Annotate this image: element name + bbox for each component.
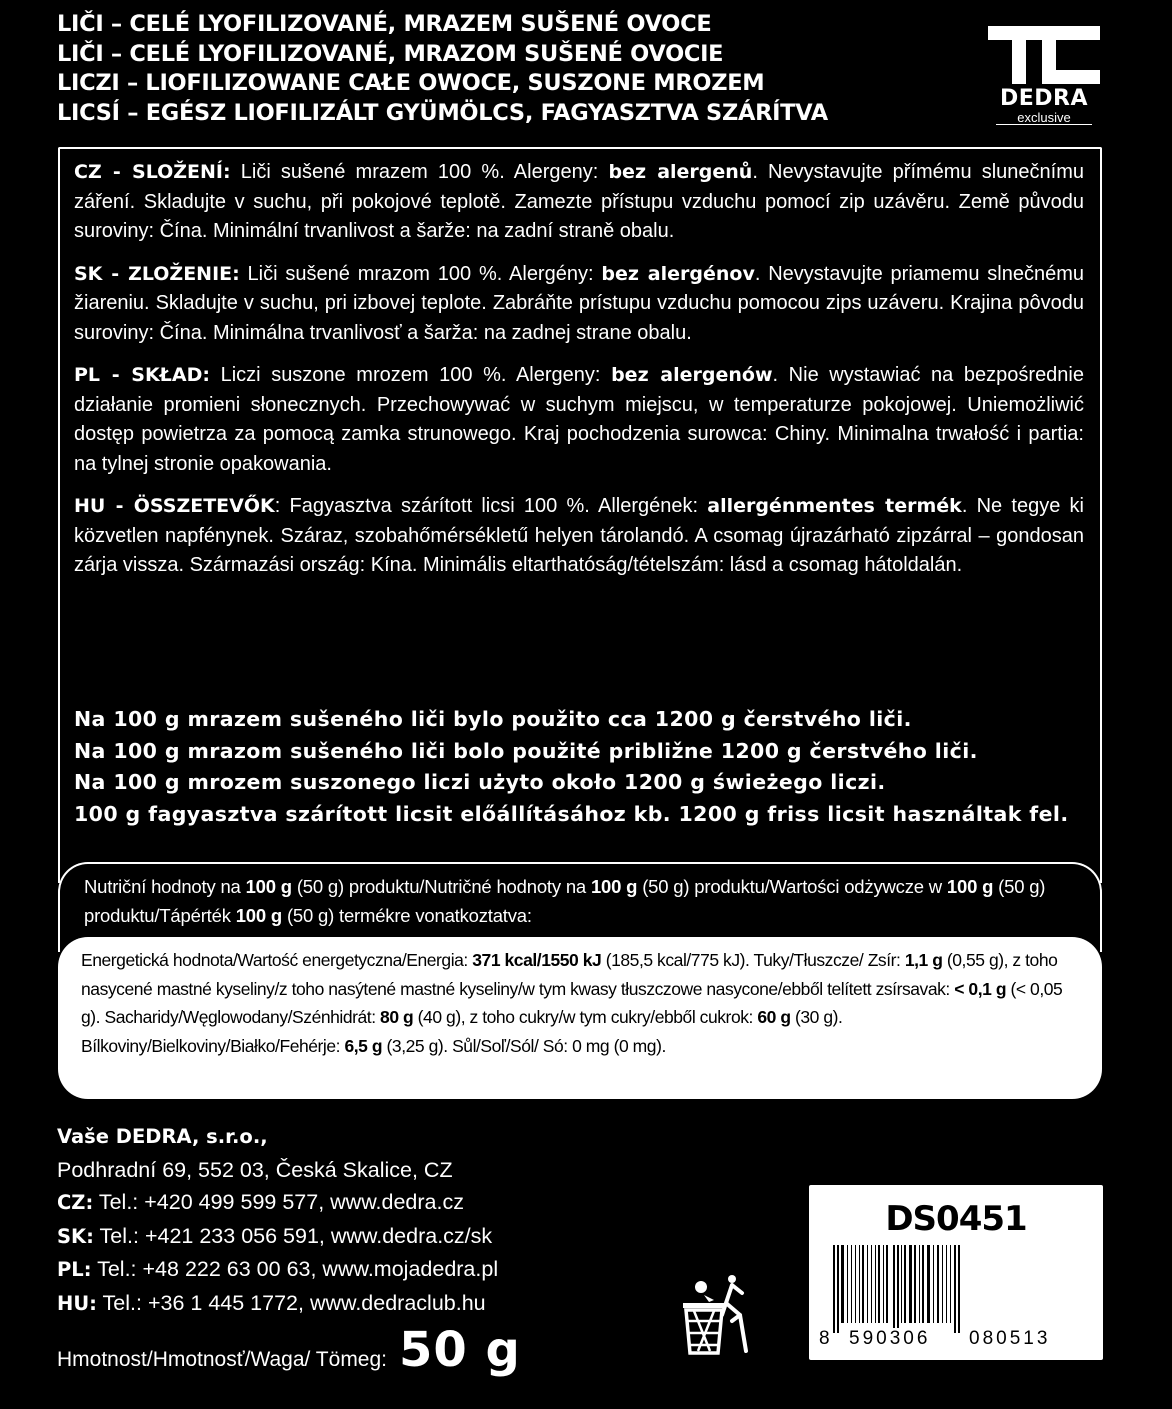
contact-pl: PL: Tel.: +48 222 63 00 63, www.mojadedra.pl: [57, 1257, 499, 1281]
net-weight: [57, 1322, 521, 1378]
nutrition-header: Nutriční hodnoty na 100 g (50 g) produktu/Nutričné hodnoty na 100 g (50 g) produktu/Wartości odżywcze w 100 g (50 g) produktu/Tápérték 100 g (50 g) termékre vonatkoztatva:: [84, 876, 1046, 926]
nutrition-values: Energetická hodnota/Wartość energetyczna/Energia: 371 kcal/1550 kJ (185,5 kcal/775 kJ). Tuky/Tłuszcze/ Zsír: 1,1 g (0,55 g), z toho nasycené mastné kyseliny/z toho nasýtené mastné kyseliny/w tym kwasy tłuszczowe nasycone/ebből telített zsírsavak: < 0,1 g (< 0,05 g). Sacharidy/Węglowodany/Szénhidrát: 80 g (40 g), z toho cukry/w tym cukry/ebből cukrok: 60 g (30 g). Bílkoviny/Bielkoviny/Białko/Fehérje: 6,5 g (3,25 g). Sůl/Soľ/Sól/ Só: 0 mg (0 mg).: [81, 950, 1063, 1056]
contact-hu: HU: Tel.: +36 1 445 1772, www.dedraclub.hu: [57, 1290, 486, 1315]
title-hu: LICSÍ – EGÉSZ LIOFILIZÁLT GYÜMÖLCS, FAGYASZTVA SZÁRÍTVA: [57, 99, 828, 126]
barcode-bar: [914, 1245, 916, 1323]
barcode-bar: [909, 1245, 912, 1323]
barcode-bar: [946, 1245, 947, 1323]
barcode-bar: [901, 1245, 902, 1323]
barcode-bar: [847, 1245, 848, 1323]
section-hu: HU - ÖSSZETEVŐK: Fagyasztva szárított licsi 100 %. Allergének: allergénmentes termék. Ne tegye ki közvetlen napfénynek. Száraz, szobahőmérsékletű helyen tárolandó. A csomag újrazárható zipzárral – gondosan zárja vissza. Származási ország: Kína. Minimális eltarthatóság/tételszám: lásd a csomag hátoldalán.: [74, 495, 1084, 576]
weight-label: Hmotnost/Hmotnosť/Waga/ Tömeg:: [57, 1348, 388, 1371]
title-pl: LICZI – LIOFILIZOWANE CAŁE OWOCE, SUSZONE MROZEM: [57, 70, 765, 96]
barcode-bar: [875, 1245, 876, 1323]
company-address: Podhradní 69, 552 03, Česká Skalice, CZ: [57, 1157, 453, 1182]
barcode-bar: [851, 1245, 852, 1323]
barcode-bar: [922, 1245, 924, 1323]
section-cz: CZ - SLOŽENÍ: Liči sušené mrazem 100 %. Alergeny: bez alergenů. Nevystavujte přímému slunečnímu záření. Skladujte v suchu, při pokojové teplotě. Zamezte přístupu vzduchu pomocí zip uzávěru. Země původu suroviny: Čína. Minimální trvanlivost a šarže: na zadní straně obalu.: [74, 161, 1085, 242]
dedra-logo: [982, 24, 1106, 128]
barcode-bar: [837, 1245, 839, 1333]
trash-bin-person-icon: [680, 1275, 750, 1355]
conversion-hu: 100 g fagyasztva szárított licsit előállításához kb. 1200 g friss licsit használtak fel.: [74, 801, 1069, 826]
barcode-bar: [933, 1245, 934, 1323]
section-sk: SK - ZLOŽENIE: Liči sušené mrazom 100 %. Alergény: bez alergénov. Nevystavujte priamemu slnečnému žiareniu. Skladujte v suchu, pri izbovej teplote. Zabráňte prístupu vzduchu pomocou zips uzáveru. Krajina pôvodu suroviny: Čína. Minimálna trvanlivosť a šarža: na zadnej strane obalu.: [74, 262, 1085, 344]
title-cz: LIČI – CELÉ LYOFILIZOVANÉ, MRAZEM SUŠENÉ OVOCE: [57, 11, 712, 37]
barcode: [827, 1245, 1085, 1335]
ean-first-digit: 8: [819, 1328, 830, 1349]
product-code: DS0451: [885, 1199, 1027, 1239]
composition-sections: [74, 158, 1084, 594]
barcode-bar: [893, 1245, 895, 1333]
barcode-bar: [927, 1245, 930, 1323]
barcode-bar: [886, 1245, 888, 1323]
contact-cz: CZ: Tel.: +420 499 599 577, www.dedra.cz: [57, 1190, 464, 1214]
barcode-bar: [942, 1245, 943, 1323]
conversion-sk: Na 100 g mrazom sušeného liči bolo použité približne 1200 g čerstvého liči.: [74, 738, 978, 763]
barcode-bar: [841, 1245, 844, 1323]
weight-value: 50 g: [399, 1322, 521, 1378]
barcode-bar: [871, 1245, 872, 1323]
contact-sk: SK: Tel.: +421 233 056 591, www.dedra.cz/sk: [57, 1223, 493, 1248]
barcode-bar: [897, 1245, 899, 1333]
barcode-bar: [878, 1245, 880, 1323]
company-info: [57, 1120, 498, 1320]
barcode-bar: [954, 1245, 956, 1333]
title-sk: LIČI – CELÉ LYOFILIZOVANÉ, MRAZOM SUŠENÉ OVOCIE: [57, 40, 724, 67]
barcode-bar: [883, 1245, 884, 1323]
logo-tagline: exclusive: [996, 112, 1092, 125]
ean-right-group: 080513: [969, 1328, 1051, 1349]
barcode-bar: [950, 1245, 951, 1323]
barcode-bar: [859, 1245, 860, 1323]
barcode-bar: [958, 1245, 960, 1333]
conversion-statements: [74, 704, 1094, 830]
barcode-bar: [919, 1245, 920, 1323]
conversion-cz: Na 100 g mrazem sušeného liči bylo použito cca 1200 g čerstvého liči.: [74, 707, 912, 731]
barcode-bar: [833, 1245, 835, 1333]
company-name: Vaše DEDRA, s.r.o.,: [57, 1125, 268, 1148]
barcode-bar: [867, 1245, 868, 1323]
logo-mark-icon: [982, 24, 1106, 86]
barcode-bar: [855, 1245, 856, 1323]
logo-name: DEDRA: [999, 86, 1089, 111]
barcode-bar: [904, 1245, 906, 1323]
product-label: [809, 1185, 1103, 1360]
ean-left-group: 590306: [849, 1328, 931, 1349]
product-titles: [57, 10, 957, 128]
barcode-bar: [937, 1245, 939, 1323]
barcode-bar: [862, 1245, 864, 1323]
section-pl: PL - SKŁAD: Liczi suszone mrozem 100 %. Alergeny: bez alergenów. Nie wystawiać na bezpośrednie działanie promieni słonecznych. Przechowywać w suchym miejscu, w temperaturze pokojowej. Uniemożliwić dostęp powietrza za pomocą zamka strunowego. Kraj pochodzenia surowca: Chiny. Minimalna trwałość i partia: na tylnej stronie opakowania.: [74, 364, 1084, 475]
conversion-pl: Na 100 g mrozem suszonego liczi użyto około 1200 g świeżego liczi.: [74, 770, 886, 794]
